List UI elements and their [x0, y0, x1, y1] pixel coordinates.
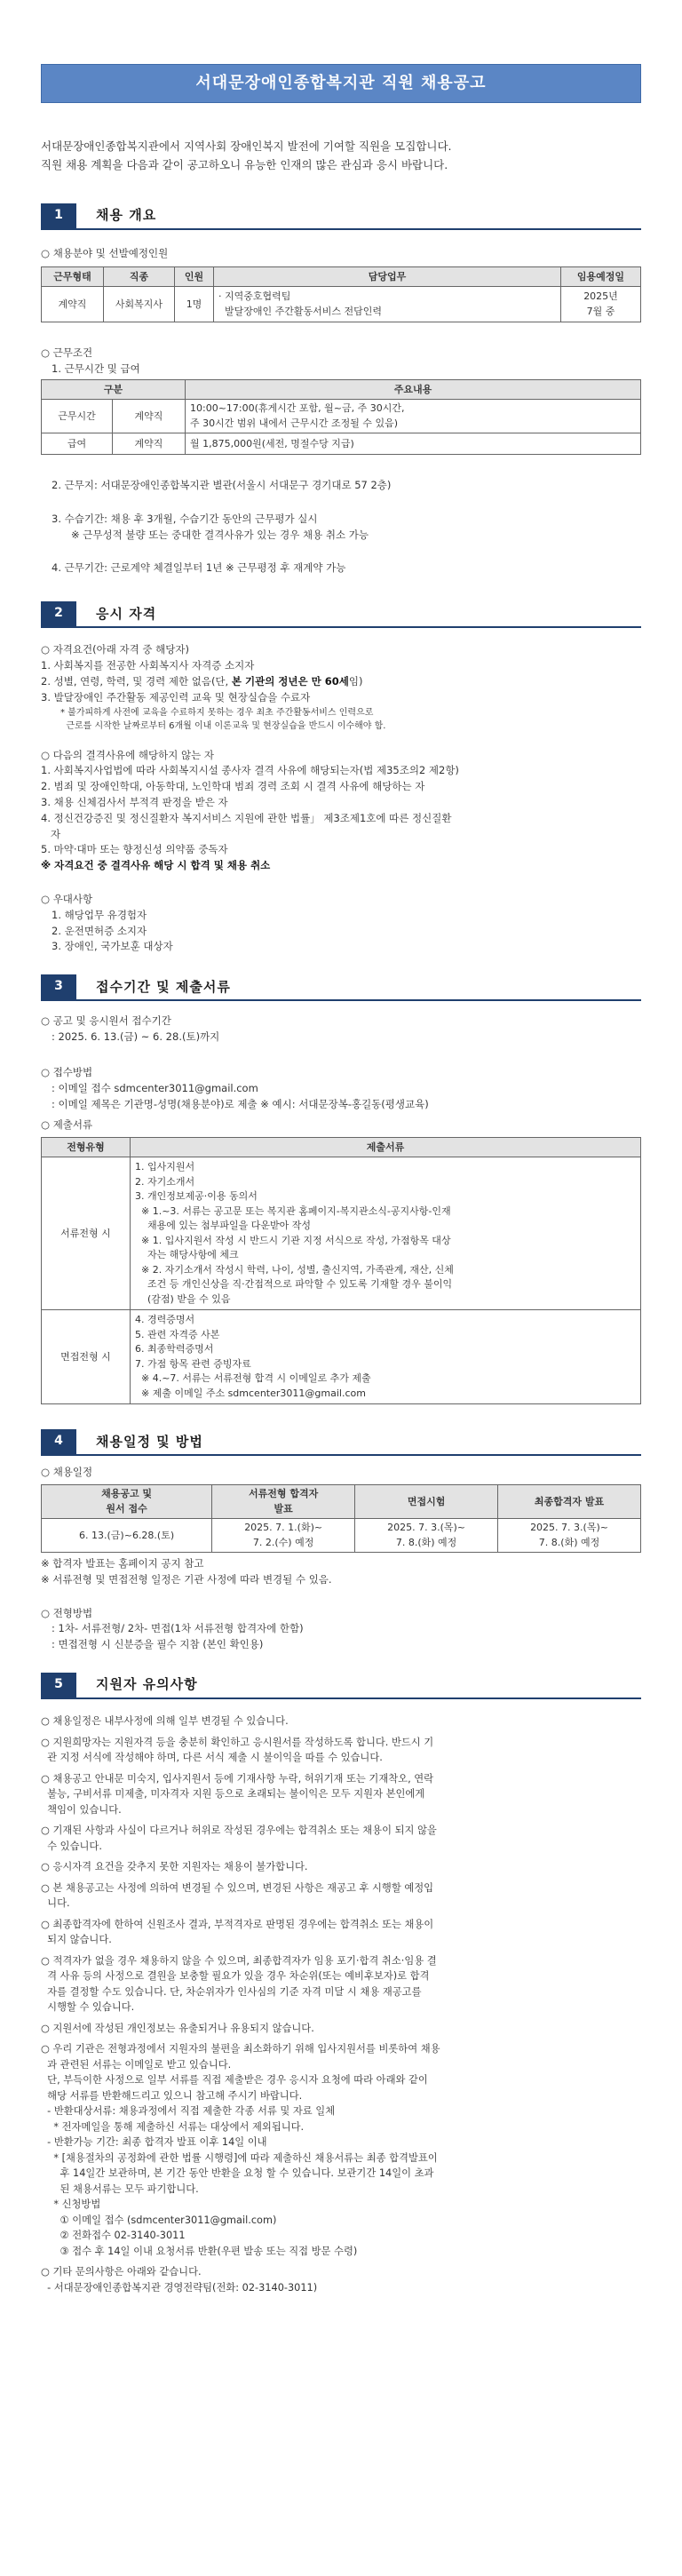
- doc-line: 4. 경력증명서: [135, 1314, 195, 1326]
- doc-line: 자는 해당사항에 체크: [135, 1249, 239, 1261]
- cell-line: 2025. 7. 3.(목)~: [387, 1522, 466, 1534]
- header-line: 원서 접수: [106, 1502, 147, 1515]
- cell-line: 주 30시간 범위 내에서 근무시간 조정될 수 있음): [190, 417, 399, 429]
- notice-line: ① 이메일 접수 (sdmcenter3011@gmail.com): [41, 2214, 277, 2226]
- section-header-application: [41, 974, 641, 1001]
- notice-line: ○ 우리 기관은 전형과정에서 지원자의 불편을 최소화하기 위해 입사지원서를 비롯하여 채용: [41, 2043, 440, 2055]
- intro-line: 직원 채용 계획을 다음과 같이 공고하오니 유능한 인재의 많은 관심과 응시 바랍니다.: [41, 158, 448, 172]
- disqualification-warning: ※ 자격요건 중 결격사유 해당 시 합격 및 채용 취소: [41, 859, 271, 872]
- period-text: : 2025. 6. 13.(금) ~ 6. 28.(토)까지: [52, 1030, 220, 1044]
- term-text: 4. 근무기간: 근로계약 체결일부터 1년 ※ 근무평정 후 재계약 가능: [52, 561, 346, 575]
- section-title: 응시 자격: [96, 605, 157, 622]
- preference-item: 1. 해당업무 유경험자: [52, 908, 147, 921]
- notice-line: 해당 서류를 반환해드리고 있으니 참고해 주시기 바랍니다.: [41, 2089, 303, 2102]
- notice-item: [41, 2021, 641, 2037]
- section-number: 2: [41, 601, 76, 626]
- notice-item: [41, 1771, 641, 1818]
- disqualification-item: 5. 마약·대마 또는 향정신성 의약품 중독자: [41, 843, 228, 856]
- notice-line: 후 14일간 보관하며, 본 기간 동안 반환을 요청 할 수 있습니다. 보관기간 14일이 초과: [41, 2167, 434, 2180]
- schedule-cell: [355, 1519, 498, 1553]
- doc-line: 조건 등 개인신상을 직·간접적으로 파악할 수 있도록 기재할 경우 불이익: [135, 1278, 453, 1291]
- schedule-heading: ○ 채용일정: [41, 1466, 93, 1479]
- table-cell: 계약직: [113, 433, 186, 455]
- schedule-note: ※ 합격자 발표는 홈페이지 공지 참고: [41, 1557, 204, 1570]
- notice-line: ○ 본 채용공고는 사정에 의하여 변경될 수 있으며, 변경된 사항은 재공고 후 시행할 예정입: [41, 1881, 434, 1894]
- col-header: 인원: [175, 267, 214, 287]
- notice-item: [41, 1713, 641, 1729]
- notice-line: * 전자메일을 통해 제출하신 서류는 대상에서 제외됩니다.: [41, 2120, 305, 2133]
- period-heading: ○ 공고 및 응시원서 접수기간: [41, 1014, 171, 1028]
- disqualification-item: 3. 채용 신체검사서 부적격 판정을 받은 자: [41, 795, 228, 808]
- col-header: 주요내용: [186, 379, 641, 399]
- cell-line: 7. 8.(화) 예정: [395, 1536, 457, 1548]
- disqualification-item: 4. 정신건강증진 및 정신질환자 복지서비스 지원에 관한 법률」 제3조제1호에 따른 정신질환: [41, 811, 452, 824]
- section-number: 5: [41, 1673, 76, 1697]
- requirement-item: [41, 674, 641, 690]
- notice-item: [41, 1735, 641, 1766]
- table-cell: 계약직: [113, 400, 186, 433]
- notice-line: 되지 않습니다.: [41, 1934, 112, 1946]
- documents-table: [41, 1137, 641, 1404]
- method-line: : 이메일 접수 sdmcenter3011@gmail.com: [52, 1081, 258, 1094]
- selection-method-line: : 면접전형 시 신분증을 필수 지참 (본인 확인용): [52, 1638, 264, 1651]
- notice-item: [41, 1917, 641, 1948]
- notice-line: ② 전화접수 02-3140-3011: [41, 2230, 186, 2242]
- table-cell: 근무시간: [42, 400, 113, 433]
- page-title: 서대문장애인종합복지관 직원 채용공고: [41, 64, 641, 103]
- doc-line: 채용에 있는 첨부파일을 다운받아 작성: [135, 1220, 311, 1232]
- notice-line: 단, 부득이한 사정으로 일부 서류를 직접 제출받은 경우 응시자 요청에 따라 아래와 같이: [41, 2074, 428, 2087]
- documents-cell: [131, 1157, 641, 1310]
- table-cell: 월 1,875,000원(세전, 명절수당 지급): [186, 433, 641, 455]
- notice-line: ○ 응시자격 요건을 갖추지 못한 지원자는 채용이 불가합니다.: [41, 1861, 308, 1873]
- header-line: 채용공고 및: [101, 1488, 153, 1500]
- requirement-note: 근로를 시작한 날짜로부터 6개월 이내 이론교육 및 현장실습을 반드시 이수해야 함.: [60, 721, 386, 732]
- doc-line: ※ 4.~7. 서류는 서류전형 합격 시 이메일로 추가 제출: [135, 1372, 371, 1385]
- cell-line: 2025. 7. 3.(목)~: [530, 1522, 608, 1534]
- cell-line: 2025. 7. 1.(화)~: [244, 1522, 323, 1534]
- method-line: : 이메일 제목은 기관명-성명(채용분야)로 제출 ※ 예시: 서대문장복-홍길동(평생교육): [52, 1097, 429, 1110]
- notice-line: - 반환가능 기간: 최종 합격자 발표 이후 14일 이내: [41, 2136, 267, 2149]
- intro-line: 서대문장애인종합복지관에서 지역사회 장애인복지 발전에 기여할 직원을 모집합니다.: [41, 139, 452, 153]
- notice-line: 자를 결정할 수도 있습니다. 단, 차순위자가 인사심의 기준 자격 미달 시 채용 재공고를: [41, 1985, 422, 1998]
- notice-line: ○ 채용일정은 내부사정에 의해 일부 변경될 수 있습니다.: [41, 1715, 289, 1728]
- table-cell: 계약직: [42, 287, 104, 322]
- doc-line: ※ 제출 이메일 주소 sdmcenter3011@gmail.com: [135, 1387, 366, 1399]
- notes-list: [41, 1713, 641, 2295]
- notice-line: 불능, 구비서류 미제출, 미자격자 지원 등으로 초래되는 불이익은 모두 지원자 본인에게: [41, 1788, 425, 1801]
- preference-item: 2. 운전면허증 소지자: [52, 924, 147, 937]
- col-header: [42, 1485, 212, 1519]
- notice-line: * 신청방법: [41, 2198, 101, 2211]
- header-line: 발표: [274, 1502, 293, 1515]
- notice-line: 관 지정 서식에 작성해야 하며, 다른 서식 제출 시 불이익을 따를 수 있습니다.: [41, 1752, 383, 1764]
- notice-line: ○ 기타 문의사항은 아래와 같습니다.: [41, 2266, 202, 2278]
- conditions-sub: 1. 근무시간 및 급여: [52, 362, 140, 376]
- col-header: 직종: [104, 267, 175, 287]
- notice-item: [41, 1953, 641, 2015]
- col-header: [212, 1485, 355, 1519]
- notice-line: 격 사유 등의 사정으로 결원을 보충할 필요가 있을 경우 차순위(또는 예비후보자)로 합격: [41, 1970, 430, 1983]
- table-cell: 사회복지사: [104, 287, 175, 322]
- field-heading: ○ 채용분야 및 선발예정인원: [41, 246, 169, 259]
- workplace-text: 2. 근무지: 서대문장애인종합복지관 별관(서울시 서대문구 경기대로 57 2층): [52, 479, 392, 492]
- notice-item: [41, 1823, 641, 1854]
- col-header: 제출서류: [131, 1138, 641, 1157]
- cell-line: 7. 8.(화) 예정: [538, 1536, 600, 1548]
- doc-line: 5. 관련 자격증 사본: [135, 1328, 220, 1340]
- preference-heading: ○ 우대사항: [41, 893, 93, 906]
- disqualification-heading: ○ 다음의 결격사유에 해당하지 않는 자: [41, 748, 214, 761]
- requirement-item: 1. 사회복지를 전공한 사회복지사 자격증 소지자: [41, 659, 255, 672]
- intro-text: [41, 137, 641, 175]
- notice-line: 된 채용서류는 모두 파기합니다.: [41, 2182, 199, 2195]
- section-number: 3: [41, 974, 76, 999]
- section-header-schedule: [41, 1429, 641, 1456]
- notice-line: 과 관련된 서류는 이메일로 받고 있습니다.: [41, 2058, 232, 2071]
- notice-item: [41, 2041, 641, 2259]
- col-header: 전형유형: [42, 1138, 131, 1157]
- section-number: 4: [41, 1429, 76, 1454]
- doc-line: ※ 1. 입사지원서 작성 시 반드시 기관 지정 서식으로 작성, 가점항목 대상: [135, 1234, 451, 1246]
- requirement-note: * 불가피하게 사전에 교육을 수료하지 못하는 경우 최초 주간활동서비스 인력으로: [60, 707, 374, 718]
- table-cell: [186, 400, 641, 433]
- table-cell: 급여: [42, 433, 113, 455]
- notice-item: [41, 1880, 641, 1912]
- doc-line: 3. 개인정보제공·이용 동의서: [135, 1190, 258, 1203]
- col-header: 면접시험: [355, 1485, 498, 1519]
- requirement-item: 3. 발달장애인 주간활동 제공인력 교육 및 현장실습을 수료자: [41, 690, 311, 704]
- cell-line: 7. 2.(수) 예정: [252, 1536, 314, 1548]
- col-header: 담당업무: [214, 267, 561, 287]
- disqualification-item: 2. 범죄 및 장애인학대, 아동학대, 노인학대 범죄 경력 조회 시 결격 사유에 해당하는 자: [41, 780, 425, 793]
- section-title: 채용일정 및 방법: [96, 1433, 203, 1450]
- doc-line: 6. 최종학력증명서: [135, 1343, 214, 1356]
- duty-line: · 지역중호협력팀: [218, 290, 291, 303]
- doc-line: ※ 1.~3. 서류는 공고문 또는 복지관 홈페이지-복지관소식-공지사항-인재: [135, 1205, 451, 1217]
- notice-line: ○ 기재된 사항과 사실이 다르거나 허위로 작성된 경우에는 합격취소 또는 채용이 되지 않을: [41, 1825, 437, 1837]
- documents-cell: [131, 1310, 641, 1404]
- header-line: 서류전형 합격자: [249, 1488, 319, 1500]
- schedule-cell: [498, 1519, 641, 1553]
- col-header: 근무형태: [42, 267, 104, 287]
- doc-line: 1. 입사지원서: [135, 1161, 195, 1173]
- schedule-table: [41, 1484, 641, 1553]
- recruitment-table: [41, 266, 641, 322]
- start-line: 7월 중: [586, 305, 615, 317]
- preference-item: 3. 장애인, 국가보훈 대상자: [52, 940, 173, 953]
- duty-line: 발달장애인 주간활동서비스 전담인력: [218, 305, 383, 317]
- notice-line: 수 있습니다.: [41, 1840, 102, 1852]
- stage-cell: 면접전형 시: [42, 1310, 131, 1404]
- stage-cell: 서류전형 시: [42, 1157, 131, 1310]
- notice-line: ○ 채용공고 안내문 미숙지, 입사지원서 등에 기재사항 누락, 허위기재 또는 기재착오, 연락: [41, 1772, 434, 1785]
- start-line: 2025년: [583, 290, 618, 303]
- notice-line: ③ 접수 후 14일 이내 요청서류 반환(우편 발송 또는 직접 방문 수령): [41, 2245, 358, 2257]
- disqualification-item: 자: [41, 827, 61, 840]
- schedule-cell: [212, 1519, 355, 1553]
- requirements-heading: ○ 자격요건(아래 자격 중 해당자): [41, 643, 189, 656]
- disqualification-item: 1. 사회복지사업법에 따라 사회복지시설 종사자 결격 사유에 해당되는자(법 제35조의2 제2항): [41, 764, 459, 777]
- selection-method-heading: ○ 전형방법: [41, 1606, 93, 1619]
- schedule-cell: 6. 13.(금)~6.28.(토): [42, 1519, 212, 1553]
- notice-line: 책임이 있습니다.: [41, 1803, 122, 1816]
- section-number: 1: [41, 203, 76, 228]
- retirement-age-text: 본 기관의 정년은 만 60세: [231, 674, 349, 688]
- section-title: 접수기간 및 제출서류: [96, 978, 231, 995]
- col-header: 최종합격자 발표: [498, 1485, 641, 1519]
- table-cell: 1명: [175, 287, 214, 322]
- cell-line: 10:00~17:00(휴게시간 포함, 월~금, 주 30시간,: [190, 402, 405, 415]
- conditions-table: [41, 379, 641, 455]
- notice-line: ○ 최종합격자에 한하여 신원조사 결과, 부적격자로 판명된 경우에는 합격취소 또는 채용이: [41, 1918, 434, 1930]
- start-date-cell: [561, 287, 641, 322]
- requirement-tail: 임): [348, 674, 363, 688]
- notice-line: - 반환대상서류: 채용과정에서 직접 제출한 각종 서류 및 자료 일체: [41, 2105, 336, 2118]
- col-header: 임용예정일: [561, 267, 641, 287]
- duties-cell: [214, 287, 561, 322]
- notice-item: [41, 1859, 641, 1875]
- doc-line: 7. 가점 항목 관련 증빙자료: [135, 1357, 251, 1370]
- doc-line: (감점) 받을 수 있음: [135, 1292, 231, 1305]
- section-title: 지원자 유의사항: [96, 1676, 198, 1693]
- conditions-heading: ○ 근무조건: [41, 346, 93, 360]
- notice-line: - 서대문장애인종합복지관 경영전략팀(전화: 02-3140-3011): [41, 2281, 318, 2294]
- requirement-text: 2. 성별, 연령, 학력, 및 경력 제한 없음(단,: [41, 674, 232, 688]
- notice-line: 니다.: [41, 1897, 70, 1910]
- probation-text: 3. 수습기간: 채용 후 3개월, 수습기간 동안의 근무평가 실시: [52, 512, 318, 525]
- method-heading: ○ 접수방법: [41, 1065, 93, 1078]
- notice-line: * [채용절차의 공정화에 관한 법률 시행령]에 따라 제출하신 채용서류는 최종 합격발표이: [41, 2151, 438, 2164]
- notice-line: 시행할 수 있습니다.: [41, 2001, 135, 2014]
- schedule-note: ※ 서류전형 및 면접전형 일정은 기관 사정에 따라 변경될 수 있음.: [41, 1572, 332, 1586]
- notice-item: [41, 2264, 641, 2295]
- doc-line: 2. 자기소개서: [135, 1175, 195, 1188]
- section-header-notes: [41, 1673, 641, 1699]
- notice-line: ○ 지원서에 작성된 개인정보는 유출되거나 유용되지 않습니다.: [41, 2022, 314, 2034]
- section-header-overview: [41, 203, 641, 230]
- selection-method-line: : 1차- 서류전형/ 2차- 면접(1차 서류전형 합격자에 한함): [52, 1622, 304, 1635]
- section-header-qualifications: [41, 601, 641, 628]
- notice-line: ○ 적격자가 없을 경우 채용하지 않을 수 있으며, 최종합격자가 임용 포기·합격 취소·임용 결: [41, 1954, 437, 1967]
- probation-note: ※ 근무성적 불량 또는 중대한 결격사유가 있는 경우 채용 취소 가능: [71, 528, 369, 541]
- section-title: 채용 개요: [96, 206, 157, 223]
- col-header: 구분: [42, 379, 186, 399]
- notice-line: ○ 지원희망자는 지원자격 등을 충분히 확인하고 응시원서를 작성하도록 합니다. 반드시 기: [41, 1736, 434, 1748]
- doc-line: ※ 2. 자기소개서 작성시 학력, 나이, 성별, 출신지역, 가족관계, 재산, 신체: [135, 1263, 454, 1276]
- docs-heading: ○ 제출서류: [41, 1118, 93, 1132]
